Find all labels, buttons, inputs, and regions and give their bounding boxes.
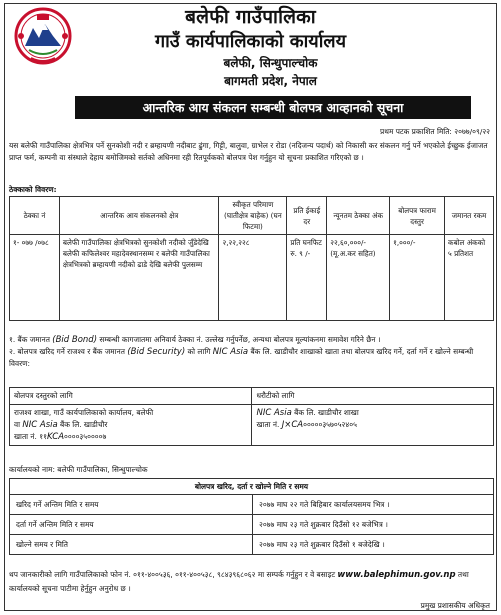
notice-header: [5, 4, 496, 124]
schedule-value: २०७७ माघ २२ गते बिहिबार कार्यालयसमय भित्र ।: [253, 495, 494, 515]
notes-section: [9, 334, 492, 370]
table-row: [10, 535, 494, 555]
contract-table-header: [10, 197, 494, 235]
office-address: कार्यालयको नाम: बलेफी गाउँपालिका, सिन्धुपाल्चोक: [9, 465, 148, 474]
col-header-area: आन्तरिक आय संकलनको क्षेत्र: [59, 197, 219, 235]
deposit-account-details: NIC Asia बैंक लि. खाडीचौर शाखा खाता नं. J×CA०००००३५७०५२४०५: [252, 405, 494, 446]
signature-line: प्रमुख प्रशासकीय अधिकृत: [420, 601, 490, 610]
cell-quantity: २,२२,२२८: [219, 235, 287, 321]
col-header-form-fee: बोलपत्र फाराम दस्तुर: [390, 197, 445, 235]
publication-date: प्रथम पटक प्रकाशित मिति: २०७७/०९/२२: [380, 127, 490, 136]
contract-table: [9, 196, 494, 321]
table-row: [10, 235, 494, 321]
col-header-rate: प्रति ईकाई दर: [287, 197, 327, 235]
intro-paragraph: यस बलेफी गाउँपालिका क्षेत्रभित्र पर्ने सुनकोशी नदी र ब्रम्हायणी नदीबाट ढुंगा, गिट्टी, बालुवा, ग्राभेल र रोडा (नदिजन्य पदार्थ) को निकासी कर संकलन गर्नु पर्ने भएकोले ईच्छुक ईजाजत प्राप्त फर्म, कम्पनी वा संस्थाले देहाय बमोजिमको सर्तको अधिनमा रही रितपूर्वकको बोलपत्र पेश गर्नुहुन यो सूचना प्रकाशित गरिएको छ ।: [9, 141, 488, 162]
table-row: [10, 515, 494, 535]
fee-account-details: राजश्व शाखा, गाउँ कार्यपालिकाको कार्यालय, बलेफी वा NIC Asia बैंक लि. खाडीचौर खाता नं. ११KCA००००३५००००७: [10, 405, 252, 446]
cell-rate: प्रति घनफिट रु. ९ /-: [287, 235, 327, 321]
note-1: १. बैंक जमानत (Bid Bond) सम्बन्धी कागजातमा अनिवार्य ठेक्का नं. उल्लेख गर्नुपर्नेछ, अन्यथा बोलपत्र मूल्यांकनमा समावेश गरिने छैन ।: [9, 335, 381, 345]
province-line: बागमती प्रदेश, नेपाल: [224, 74, 317, 88]
table-row: [10, 495, 494, 515]
schedule-title: बोलपत्र खरिद, दर्ता र खोल्ने मिति र समय: [10, 479, 494, 495]
schedule-value: २०७७ माघ २३ गते शुक्रबार दिउँसो १ बजेदेखि ।: [253, 535, 494, 555]
schedule-label: खरिद गर्ने अन्तिम मिति र समय: [10, 495, 253, 515]
col-header-contract-no: ठेक्का नं: [10, 197, 60, 235]
cell-form-fee: १,०००/-: [390, 235, 445, 321]
schedule-label: दर्ता गर्ने अन्तिम मिति र समय: [10, 515, 253, 535]
fee-account-title: बोलपत्र दस्तुरको लागि: [10, 388, 252, 405]
website-link[interactable]: www.balephimun.gov.np: [337, 570, 456, 580]
col-header-quantity: स्वीकृत परिमाण (घातीक्षेत्र बाहेक) (घन फिटमा): [219, 197, 287, 235]
contract-details-label: ठेक्काको विवरण:: [9, 185, 57, 194]
location-line: बलेफी, सिन्धुपाल्चोक: [223, 56, 318, 70]
cell-min-amount: २२,६०,०००/- (मू.अ.कर सहित): [327, 235, 390, 321]
schedule-table: [9, 478, 494, 555]
municipality-name: बलेफी गाउँपालिका: [185, 6, 316, 28]
notice-page: [4, 3, 497, 611]
deposit-account-title: धरौटीको लागि: [252, 388, 494, 405]
col-header-min-amount: न्यूनतम ठेक्का अंक: [327, 197, 390, 235]
office-name: गाउँ कार्यपालिकाको कार्यालय: [154, 31, 347, 52]
footer-contact: थप जानकारीको लागि गाउँपालिकाको फोन नं. ०११-४००५३६, ०११-४००५३८, ९८४३९६८०६२ मा सम्पर्क गर्नुहुन र वे बसाइट www.balephimun.gov.np तथा कार्यालयको सूचना पाटीमा हेर्नुहुन अनुरोध छ ।: [9, 570, 469, 593]
account-table: [9, 387, 494, 446]
cell-area: बलेफी गाउँपालिका क्षेत्रभित्रको सुनकोशी नदीको जुँडेदेखि बलेफी कफिलेश्वर महादेवस्थानसम्म र बलेफी गाउँपालिका क्षेत्रभित्रको ब्रम्हायणी नदीको ढाडे देखि बलेफी पुलसम्म: [59, 235, 219, 321]
notice-title-banner: आन्तरिक आय संकलन सम्बन्धी बोलपत्र आव्हानको सूचना: [75, 96, 471, 119]
schedule-label: खोल्ने समय र मिति: [10, 535, 253, 555]
note-2: २. बोलपत्र खरिद गर्ने राजश्व र बैंक जमानत (Bid Security) को लागि NIC Asia बैंक लि. खाडीचौर शाखाको खाता तथा बोलपत्र खरिद गर्ने, दर्ता गर्ने र खोल्ने सम्बन्धी विवरण:: [9, 347, 474, 368]
cell-deposit: कबोल अंकको ५ प्रतिशत: [445, 235, 494, 321]
schedule-value: २०७७ माघ २३ गते शुक्रबार दिउँसो १२ बजेभित्र ।: [253, 515, 494, 535]
cell-contract-no: १- ०७७ /०७८: [10, 235, 60, 321]
col-header-deposit: जमानत रकम: [445, 197, 494, 235]
